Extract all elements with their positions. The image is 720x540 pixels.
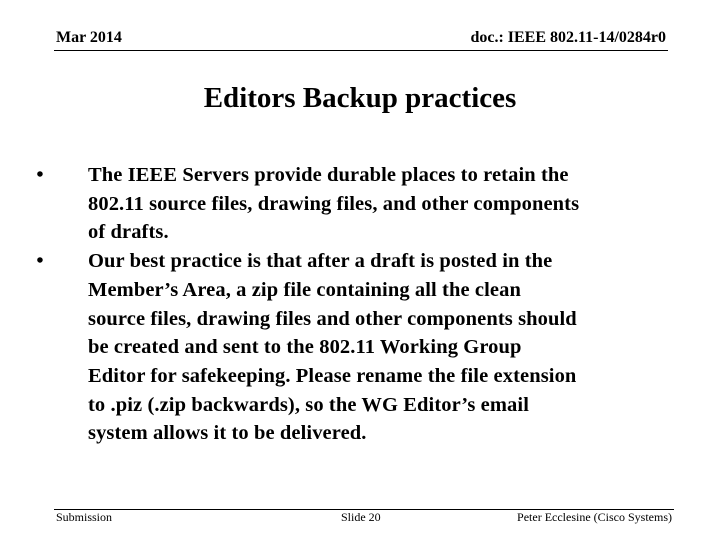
footer-author: Peter Ecclesine (Cisco Systems)	[517, 510, 672, 524]
bullet-text	[88, 161, 670, 247]
footer-slide-number: Slide 20	[341, 510, 381, 524]
bullet-line: Member’s Area, a zip file containing all the clean	[88, 278, 521, 301]
bullet-marker: •	[36, 164, 44, 186]
bullet-marker: •	[36, 250, 44, 273]
bullet-list	[30, 161, 670, 448]
bullet-line: Editor for safekeeping. Please rename the file extension	[88, 364, 577, 387]
bullet-line: The IEEE Servers provide durable places to retain the	[88, 164, 569, 186]
bullet-item	[30, 247, 670, 448]
bullet-line: to .piz (.zip backwards), so the WG Editor’s email	[88, 393, 529, 416]
header-divider	[54, 50, 668, 51]
header-doc-id: doc.: IEEE 802.11-14/0284r0	[470, 29, 666, 46]
bullet-line: of drafts.	[88, 221, 169, 244]
bullet-line: 802.11 source files, drawing files, and other components	[88, 192, 580, 215]
bullet-line: system allows it to be delivered.	[88, 422, 367, 445]
slide-title: Editors Backup practices	[203, 82, 517, 114]
bullet-line: be created and sent to the 802.11 Working Group	[88, 336, 522, 359]
bullet-line: source files, drawing files and other components should	[88, 307, 577, 330]
footer-submission: Submission	[56, 510, 113, 524]
bullet-text	[88, 247, 670, 448]
bullet-item	[30, 161, 670, 247]
header-date: Mar 2014	[56, 29, 122, 46]
bullet-line: Our best practice is that after a draft is posted in the	[88, 250, 553, 273]
